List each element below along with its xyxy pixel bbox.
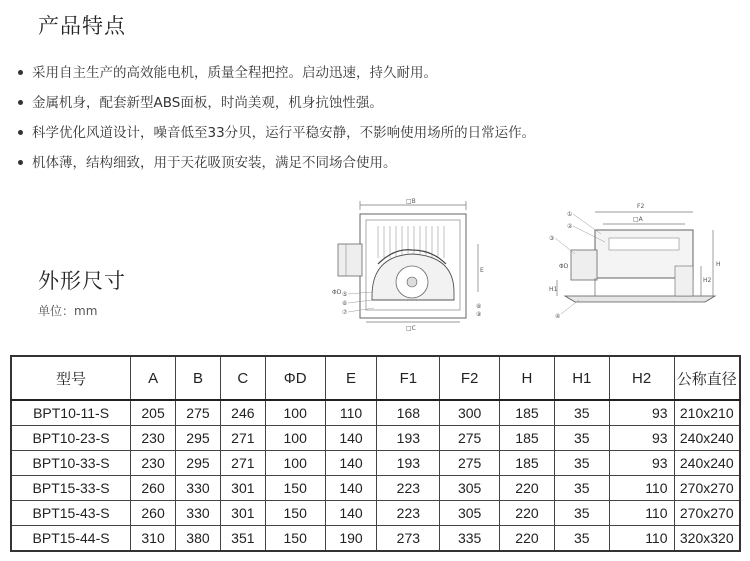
callout-6: ⑥: [342, 300, 348, 307]
table-cell: 260: [131, 501, 176, 526]
table-cell: 110: [609, 526, 674, 552]
table-cell: 330: [176, 476, 221, 501]
table-cell: 190: [325, 526, 377, 552]
table-cell: 100: [265, 400, 325, 426]
dim-a-label: □A: [633, 216, 643, 223]
table-cell: 185: [500, 400, 555, 426]
table-cell: 260: [131, 476, 176, 501]
table-cell: 275: [440, 451, 500, 476]
feature-item: [18, 148, 535, 178]
feature-list: [18, 58, 535, 178]
table-cell: 273: [377, 526, 440, 552]
table-cell: 301: [220, 501, 265, 526]
table-cell: 193: [377, 426, 440, 451]
callout-7: ⑦: [342, 309, 348, 316]
table-header-cell: H2: [609, 356, 674, 400]
dim-d-label: ΦD: [332, 289, 342, 296]
table-cell: BPT15-44-S: [11, 526, 131, 552]
bullet-icon: [18, 100, 23, 105]
side-view-diagram: [545, 198, 730, 332]
table-header-row: [11, 356, 740, 400]
table-cell: 110: [325, 400, 377, 426]
table-cell: 150: [265, 501, 325, 526]
feature-text: 机体薄，结构细致，用于天花吸顶安装，满足不同场合使用。: [32, 155, 397, 171]
feature-item: [18, 88, 535, 118]
table-cell: 220: [500, 526, 555, 552]
table-cell: 335: [440, 526, 500, 552]
table-cell: 35: [554, 426, 609, 451]
table-cell: 320x320: [674, 526, 740, 552]
table-cell: 220: [500, 501, 555, 526]
table-row: [11, 476, 740, 501]
dim-d-label-side: ΦD: [559, 263, 569, 270]
callout-1: ①: [567, 211, 573, 218]
table-cell: 220: [500, 476, 555, 501]
feature-text: 采用自主生产的高效能电机，质量全程把控。启动迅速，持久耐用。: [32, 65, 437, 81]
table-cell: 330: [176, 501, 221, 526]
table-cell: 93: [609, 451, 674, 476]
feature-item: [18, 118, 535, 148]
table-row: [11, 426, 740, 451]
table-header-cell: E: [325, 356, 377, 400]
table-cell: BPT15-43-S: [11, 501, 131, 526]
table-cell: 210x210: [674, 400, 740, 426]
table-cell: 35: [554, 526, 609, 552]
table-cell: 270x270: [674, 476, 740, 501]
dim-c-label: □C: [406, 325, 416, 332]
table-row: [11, 400, 740, 426]
table-cell: 223: [377, 501, 440, 526]
table-cell: 351: [220, 526, 265, 552]
table-cell: 185: [500, 451, 555, 476]
table-row: [11, 526, 740, 552]
table-cell: 305: [440, 476, 500, 501]
table-cell: 100: [265, 451, 325, 476]
table-cell: 380: [176, 526, 221, 552]
table-cell: 110: [609, 476, 674, 501]
table-header-cell: 公称直径: [674, 356, 740, 400]
table-cell: 35: [554, 400, 609, 426]
table-cell: 110: [609, 501, 674, 526]
table-cell: 310: [131, 526, 176, 552]
table-cell: BPT10-33-S: [11, 451, 131, 476]
unit-label: 单位：mm: [38, 304, 98, 318]
table-cell: 185: [500, 426, 555, 451]
table-cell: 93: [609, 426, 674, 451]
table-cell: 35: [554, 476, 609, 501]
table-header-cell: H1: [554, 356, 609, 400]
table-header-cell: A: [131, 356, 176, 400]
table-cell: 93: [609, 400, 674, 426]
table-cell: 35: [554, 501, 609, 526]
table-cell: 270x270: [674, 501, 740, 526]
dimension-table: [10, 355, 741, 552]
table-cell: 168: [377, 400, 440, 426]
table-cell: 275: [440, 426, 500, 451]
callout-9: ⑨: [476, 311, 482, 318]
table-cell: 275: [176, 400, 221, 426]
section-title-dimensions: 外形尺寸: [38, 269, 126, 293]
bullet-icon: [18, 70, 23, 75]
table-cell: 271: [220, 426, 265, 451]
table-cell: 295: [176, 426, 221, 451]
callout-8: ⑧: [476, 303, 482, 310]
table-header-cell: F2: [440, 356, 500, 400]
table-cell: 240x240: [674, 451, 740, 476]
dim-b-label: □B: [406, 198, 416, 205]
callout-4: ④: [555, 313, 561, 320]
table-cell: 230: [131, 426, 176, 451]
table-cell: BPT15-33-S: [11, 476, 131, 501]
feature-text: 金属机身，配套新型ABS面板，时尚美观，机身抗蚀性强。: [32, 95, 383, 111]
dim-e-label: E: [480, 267, 484, 274]
table-cell: 300: [440, 400, 500, 426]
table-cell: 140: [325, 451, 377, 476]
callout-2: ②: [567, 223, 573, 230]
table-cell: 150: [265, 476, 325, 501]
dim-h2-label: H2: [703, 277, 712, 284]
feature-item: [18, 58, 535, 88]
table-cell: 240x240: [674, 426, 740, 451]
table-header-cell: ΦD: [265, 356, 325, 400]
table-cell: 193: [377, 451, 440, 476]
table-row: [11, 501, 740, 526]
table-cell: 140: [325, 426, 377, 451]
section-title-features: 产品特点: [38, 14, 126, 38]
table-cell: 223: [377, 476, 440, 501]
table-cell: 140: [325, 476, 377, 501]
dim-h1-label: H1: [549, 286, 558, 293]
table-header-cell: F1: [377, 356, 440, 400]
table-header-cell: H: [500, 356, 555, 400]
table-cell: 271: [220, 451, 265, 476]
front-view-diagram: [328, 196, 498, 336]
table-cell: 246: [220, 400, 265, 426]
table-cell: 301: [220, 476, 265, 501]
table-cell: 140: [325, 501, 377, 526]
table-cell: 230: [131, 451, 176, 476]
table-cell: 295: [176, 451, 221, 476]
dim-h-label: H: [716, 261, 721, 268]
table-row: [11, 451, 740, 476]
table-cell: 205: [131, 400, 176, 426]
table-header-cell: B: [176, 356, 221, 400]
bullet-icon: [18, 130, 23, 135]
dim-f2-label: F2: [637, 203, 645, 210]
table-header-cell: C: [220, 356, 265, 400]
bullet-icon: [18, 160, 23, 165]
table-cell: BPT10-11-S: [11, 400, 131, 426]
feature-text: 科学优化风道设计，噪音低至33分贝，运行平稳安静，不影响使用场所的日常运作。: [32, 125, 536, 141]
table-cell: 150: [265, 526, 325, 552]
table-header-cell: 型号: [11, 356, 131, 400]
callout-5: ⑤: [342, 291, 348, 298]
table-body: [11, 400, 740, 551]
table-cell: BPT10-23-S: [11, 426, 131, 451]
callout-3: ③: [549, 235, 555, 242]
table-cell: 305: [440, 501, 500, 526]
table-cell: 100: [265, 426, 325, 451]
table-cell: 35: [554, 451, 609, 476]
